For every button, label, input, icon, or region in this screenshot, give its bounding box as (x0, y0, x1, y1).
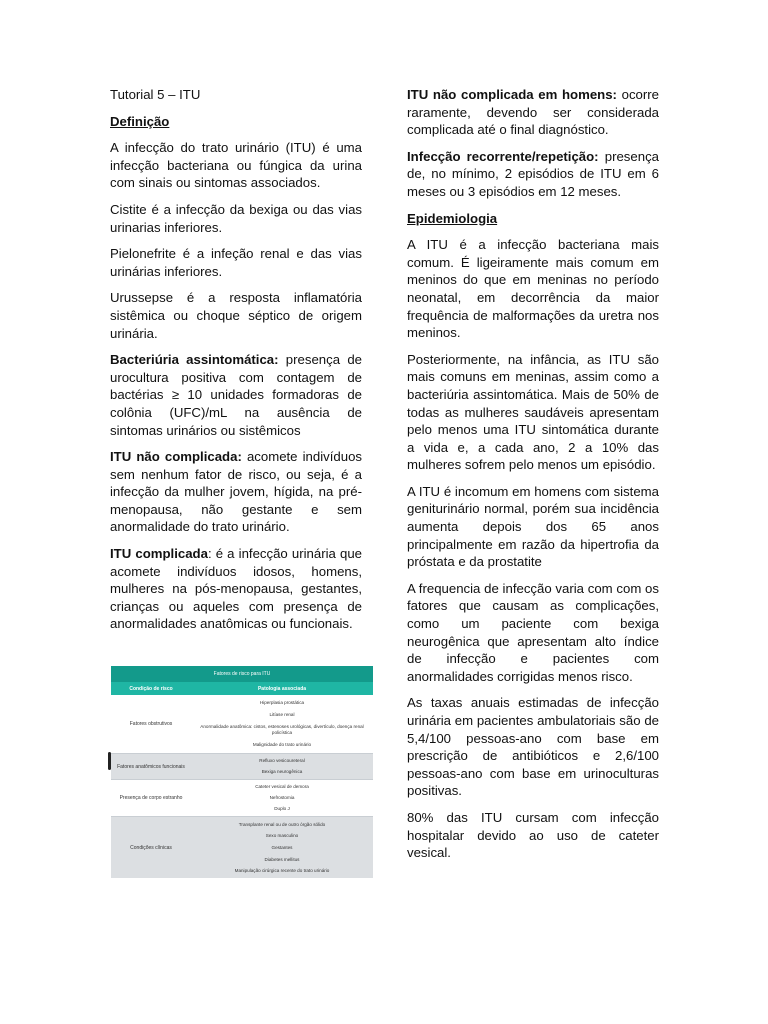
text-infeccao-recorrente: presença de, no mínimo, 2 episódios de ITU em 6 meses ou 3 episódios em 12 meses. (407, 148, 659, 199)
definition-heading: Definição (110, 113, 170, 129)
table-header-pathology: Patologia associada (257, 685, 307, 692)
left-column (110, 86, 362, 642)
pathology-item: Sexo masculino (265, 833, 299, 839)
pathology-item: Anormalidade anatômica: cistos, estenoses urológicas, divertículo, doença renal policística (200, 724, 364, 735)
paragraph-epi-5: As taxas anuais estimadas de infecção urinária em pacientes ambulatoriais são de 5,4/100 pessoas-ano com base em prescrição de antibióticos e 2,6/100 pessoas-ano com base em urinoculturas positivas. (407, 695, 659, 799)
term-bacteriuria: Bacteriúria assintomática: (110, 352, 279, 368)
paragraph-itu-complicada (110, 545, 362, 633)
row-condition: Condições clínicas (130, 845, 172, 851)
pathology-item: Transplante renal ou de outro órgão sólido (238, 821, 326, 827)
row-condition: Fatores obstrutivos (129, 721, 173, 727)
table-row (111, 780, 373, 817)
table-row (111, 695, 373, 754)
paragraph-epi-3: A ITU é incomum em homens com sistema geniturinário normal, porém sua incidência aumenta depois dos 65 anos principalmente em razão da hipertrofia da próstata e da prostatite (407, 483, 659, 570)
pathology-item: Malignidade do trato urinário (252, 742, 312, 747)
row-pathologies (191, 754, 373, 779)
term-itu-complicada: ITU complicada (110, 546, 208, 562)
right-column (407, 86, 659, 871)
text-bacteriuria: presença de urocultura positiva com contagem de bactérias ≥ 10 unidades formadoras de colônia (UFC)/mL na ausência de sintomas urinários ou sistêmicos (110, 352, 362, 438)
pathology-item: Bexiga neurogênica (261, 768, 303, 774)
row-condition: Fatores anatômicos funcionais (117, 763, 185, 770)
paragraph-bacteriuria (110, 351, 362, 439)
pathology-item: Refluxo vesicoureteral (259, 758, 305, 764)
pathology-item: Gestantes (271, 844, 293, 850)
term-infeccao-recorrente: Infecção recorrente/repetição: (407, 148, 599, 164)
document-title: Tutorial 5 – ITU (110, 87, 201, 102)
pathology-item: Nefrostomia (269, 794, 295, 800)
epidemiology-heading: Epidemiologia (407, 210, 498, 226)
paragraph-epi-2: Posteriormente, na infância, as ITU são mais comuns em meninas, assim como a bacteriúria assintomática. Mais de 50% de todas as mulheres saudáveis apresentam pelo menos uma ITU sintomática durante a vida e, a cada ano, 2 a 10% das mulheres sofrem pelo menos um episódio. (407, 351, 659, 473)
pathology-item: Diabetes mellitus (264, 856, 300, 862)
text-itu-homens: ocorre raramente, devendo ser considerada complicada até o final diagnóstico. (407, 87, 660, 138)
table-header-row (111, 682, 373, 695)
text-itu-complicada: : é a infecção urinária que acomete indivíduos idosos, homens, mulheres na pós-menopausa, gestantes, crianças ou aqueles com presença de anormalidades anatômicas ou funcionais. (110, 546, 362, 632)
table-row (111, 754, 373, 780)
paragraph-cistite: Cistite é a infecção da bexiga ou das vias urinarias inferiores. (110, 201, 362, 235)
term-itu-homens: ITU não complicada em homens: (407, 87, 617, 102)
row-pathologies (191, 817, 373, 878)
paragraph-epi-6: 80% das ITU cursam com infecção hospitalar devido ao uso de cateter vesical. (407, 809, 659, 861)
risk-factors-table-image (111, 666, 373, 878)
row-condition: Presença de corpo estranho (119, 795, 183, 801)
pathology-item: Hiperplasia prostática (259, 700, 305, 705)
table-row (111, 817, 373, 878)
pathology-item: Manipulação cirúrgica recente do trato urinário (234, 868, 330, 874)
row-pathologies (191, 695, 373, 753)
term-itu-nao-complicada: ITU não complicada: (110, 449, 242, 465)
pathology-item: Duplo J (274, 805, 290, 811)
paragraph-itu-definition: A infecção do trato urinário (ITU) é uma infecção bacteriana ou fúngica da urina com sinais ou sintomas associados. (110, 140, 362, 191)
paragraph-urossepse: Urussepse é a resposta inflamatória sistêmica ou choque séptico de origem urinária. (110, 290, 362, 341)
paragraph-epi-4: A frequencia de infecção varia com com os fatores que causam as complicações, como um paciente com bexiga neurogênica que apresentam alto índice de infecção e pacientes com anormalidades corrigidas menos risco. (407, 580, 659, 684)
paragraph-itu-nao-complicada (110, 448, 362, 536)
paragraph-pielonefrite: Pielonefrite é a infeção renal e das vias urinárias inferiores. (110, 246, 362, 279)
paragraph-infeccao-recorrente (407, 148, 659, 201)
table-title: Fatores de risco para ITU (111, 666, 373, 682)
paragraph-itu-homens (407, 86, 659, 139)
paragraph-epi-1: A ITU é a infecção bacteriana mais comum. É ligeiramente mais comum em meninos do que em meninas no período neonatal, em decorrência da maior frequência de malformações da uretra nos meninos. (407, 237, 659, 341)
pathology-item: Cateter vesical de demora (255, 784, 309, 790)
pathology-item: Litíase renal (269, 712, 295, 717)
text-itu-nao-complicada: acomete indivíduos sem nenhum fator de risco, ou seja, é a infecção da mulher jovem, hígida, na pré-menopausa, não gestante e sem anormalidade do trato urinário. (110, 449, 363, 535)
row-pathologies (191, 780, 373, 816)
table-header-condition: Condição de risco (129, 685, 173, 692)
